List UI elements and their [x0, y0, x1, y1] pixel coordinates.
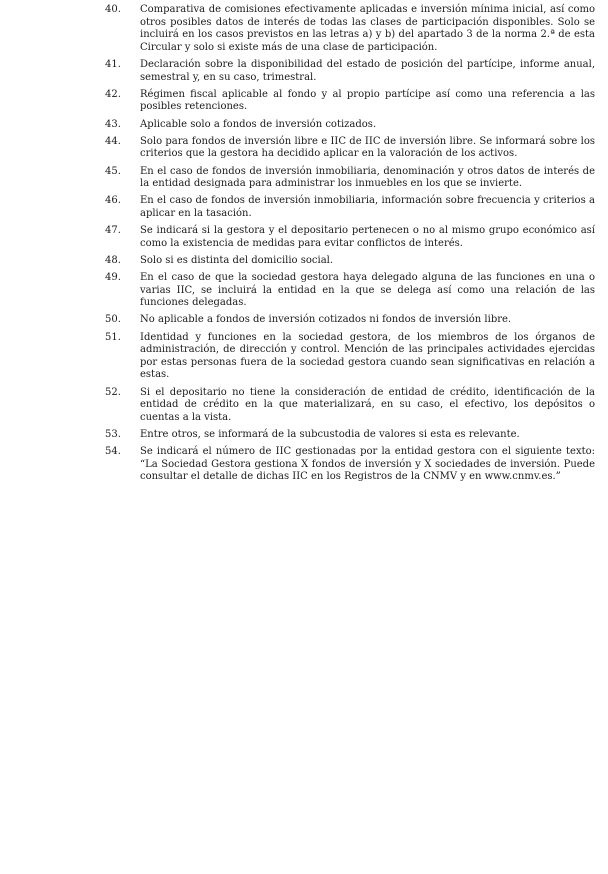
footnote-number: 52.: [105, 386, 121, 398]
footnote-number: 51.: [105, 331, 121, 343]
footnote-text: No aplicable a fondos de inversión cotizados ni fondos de inversión libre.: [140, 314, 512, 326]
footnote-text: Aplicable solo a fondos de inversión cotizados.: [140, 118, 377, 130]
footnote-item: [105, 119, 595, 132]
footnote-item: [105, 4, 595, 54]
footnote-text: Entre otros, se informará de la subcustodia de valores si esta es relevante.: [140, 428, 520, 440]
footnote-item: [105, 429, 595, 442]
footnote-number: 45.: [105, 165, 121, 177]
footnote-number: 42.: [105, 88, 121, 100]
footnote-text: Identidad y funciones en la sociedad gestora, de los miembros de los órganos de administración, de dirección y control. Mención de las principales actividades ejercidas por estas personas fuera de la sociedad gestora cuando sean significativas en relación a estas.: [140, 331, 595, 381]
footnote-list: [105, 4, 595, 489]
footnote-item: [105, 387, 595, 425]
footnote-number: 44.: [105, 135, 121, 147]
footnote-item: [105, 195, 595, 220]
footnote-number: 46.: [105, 195, 121, 207]
footnote-text: En el caso de fondos de inversión inmobiliaria, denominación y otros datos de interés de la entidad designada para administrar los inmuebles en los que se invierte.: [140, 165, 595, 190]
footnote-text: Solo para fondos de inversión libre e IIC de IIC de inversión libre. Se informará sobre los criterios que la gestora ha decidido aplicar en la valoración de los activos.: [140, 135, 595, 160]
footnote-text: Declaración sobre la disponibilidad del estado de posición del partícipe, informe anual, semestral y, en su caso, trimestral.: [140, 58, 595, 83]
footnote-number: 47.: [105, 225, 121, 237]
footnote-number: 40.: [105, 4, 121, 15]
footnote-item: [105, 89, 595, 114]
footnote-item: [105, 314, 595, 327]
footnote-item: [105, 255, 595, 268]
footnote-text: Se indicará el número de IIC gestionadas por la entidad gestora con el siguiente texto: “La Sociedad Gestora gestiona X fondos de inversión y X sociedades de inversión. Puede consultar el detalle de dichas IIC en los Registros de la CNMV y en www.cnmv.es.”: [140, 446, 595, 483]
footnote-number: 41.: [105, 58, 121, 70]
footnote-item: [105, 446, 595, 484]
footnote-number: 49.: [105, 272, 121, 284]
footnote-text: En el caso de fondos de inversión inmobiliaria, información sobre frecuencia y criterios a aplicar en la tasación.: [140, 195, 595, 219]
footnote-item: [105, 59, 595, 84]
footnote-number: 43.: [105, 118, 121, 130]
footnote-item: [105, 166, 595, 191]
footnote-item: [105, 225, 595, 250]
footnote-text: Solo si es distinta del domicilio social.: [140, 254, 334, 266]
footnote-text: En el caso de que la sociedad gestora haya delegado alguna de las funciones en una o varias IIC, se incluirá la entidad en la que se delega así como una relación de las funciones delegadas.: [140, 272, 595, 309]
footnote-item: [105, 272, 595, 310]
footnote-number: 53.: [105, 428, 121, 440]
footnote-text: Se indicará si la gestora y el depositario pertenecen o no al mismo grupo económico así como la existencia de medidas para evitar conflictos de interés.: [140, 225, 595, 249]
footnote-item: [105, 332, 595, 382]
footnote-text: Régimen fiscal aplicable al fondo y al propio partícipe así como una referencia a las posibles retenciones.: [140, 88, 595, 113]
footnote-item: [105, 136, 595, 161]
footnote-number: 54.: [105, 446, 121, 458]
footnote-number: 48.: [105, 254, 121, 266]
footnote-number: 50.: [105, 314, 121, 326]
footnote-text: Si el depositario no tiene la consideración de entidad de crédito, identificación de la entidad de crédito en la que materializará, en su caso, el efectivo, los depósitos o cuentas a la vista.: [140, 386, 595, 423]
footnote-text: Comparativa de comisiones efectivamente aplicadas e inversión mínima inicial, así como otros posibles datos de interés de todas las clases de participación disponibles. Solo se incluirá en los casos previstos en las letras a) y b) del apartado 3 de la norma 2.ª de esta Circular y solo si existe más de una clase de participación.: [140, 4, 595, 53]
